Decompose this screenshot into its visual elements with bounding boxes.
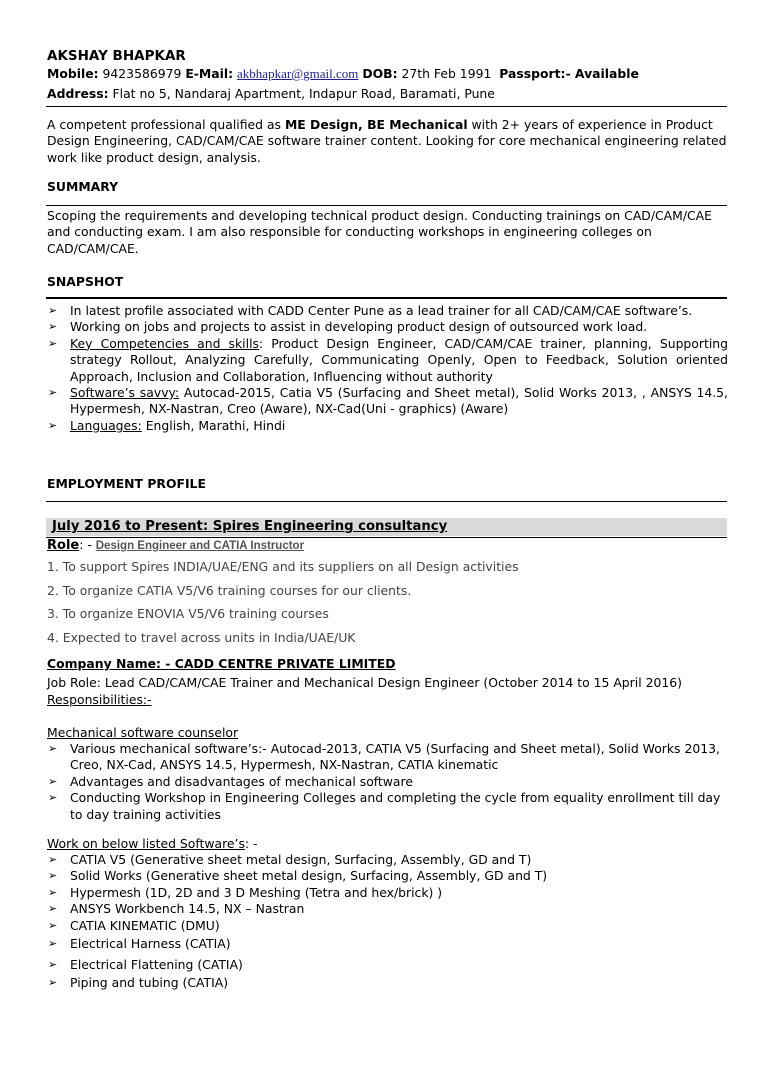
snapshot-item-text: English, Marathi, Hindi xyxy=(141,417,286,433)
role-value: Design Engineer and CATIA Instructor xyxy=(95,540,305,552)
contact-line xyxy=(47,66,728,82)
arrow-bullet-icon: ➢ xyxy=(48,918,58,932)
role-separator: : - xyxy=(79,537,96,552)
duty-2: 2. To organize CATIA V5/V6 training courses for our clients. xyxy=(47,583,412,598)
list-item xyxy=(47,957,728,973)
list-item xyxy=(47,303,728,319)
list-item xyxy=(47,774,728,790)
arrow-bullet-icon: ➢ xyxy=(48,304,58,317)
address-line xyxy=(47,86,728,102)
snapshot-heading: SNAPSHOT xyxy=(47,274,124,289)
languages-label: Languages: xyxy=(70,417,142,433)
email-link[interactable]: akbhapkar@gmail.com xyxy=(237,66,359,81)
intro-qualification: ME Design, BE Mechanical xyxy=(284,117,468,132)
snapshot-divider xyxy=(46,297,727,299)
job-role-line: Job Role: Lead CAD/CAM/CAE Trainer and Mechanical Design Engineer (October 2014 to 15 April 2016) xyxy=(47,675,682,690)
dob-value: 27th Feb 1991 xyxy=(401,66,492,81)
job1-title xyxy=(52,519,728,535)
name-text: AKSHAY BHAPKAR xyxy=(47,48,186,64)
snapshot-item-text: In latest profile associated with CADD Center Pune as a lead trainer for all CAD/CAM/CAE software’s. xyxy=(70,303,693,318)
software-item-text: Solid Works (Generative sheet metal design, Surfacing, Assembly, GD and T) xyxy=(70,868,548,884)
software-item-text: ANSYS Workbench 14.5, NX – Nastran xyxy=(70,901,305,917)
arrow-bullet-icon: ➢ xyxy=(48,853,58,866)
arrow-bullet-icon: ➢ xyxy=(48,418,58,432)
software-item-text: Hypermesh (1D, 2D and 3 D Meshing (Tetra and hex/brick) ) xyxy=(70,884,443,900)
arrow-bullet-icon: ➢ xyxy=(48,885,58,899)
responsibility-text: Conducting Workshop in Engineering Colleges and completing the cycle from equality enrollment till day to day training activities xyxy=(70,790,721,822)
mobile-label: Mobile: xyxy=(47,66,99,81)
list-item xyxy=(47,336,728,385)
software-item-text: Electrical Flattening (CATIA) xyxy=(70,957,243,973)
list-item xyxy=(47,418,728,434)
arrow-bullet-icon: ➢ xyxy=(48,902,58,916)
responsibility-list xyxy=(47,741,728,823)
arrow-bullet-icon: ➢ xyxy=(48,336,58,350)
intro-paragraph xyxy=(47,117,728,166)
intro-post: with 2+ years of experience in Product Design Engineering, CAD/CAM/CAE software trainer content. Looking for core mechanical engineering related work like product design, analysis. xyxy=(47,117,727,165)
snapshot-item-text: Working on jobs and projects to assist in developing product design of outsourced work load. xyxy=(70,319,648,335)
arrow-bullet-icon: ➢ xyxy=(48,937,58,951)
software-item-text: CATIA V5 (Generative sheet metal design, Surfacing, Assembly, GD and T) xyxy=(70,852,532,867)
responsibility-text: Various mechanical software’s:- Autocad-2013, CATIA V5 (Surfacing and Sheet metal), Solid Works 2013, Creo, NX-Cad, ANSYS 14.5, Hypermesh, NX-Nastran, CATIA kinematic xyxy=(70,741,720,773)
role-line xyxy=(47,537,728,554)
employment-heading: EMPLOYMENT PROFILE xyxy=(47,476,206,491)
job1-title-text: July 2016 to Present: Spires Engineering consultancy xyxy=(52,519,448,534)
list-item xyxy=(47,901,728,917)
role-label: Role xyxy=(47,538,80,553)
address-label: Address: xyxy=(47,86,109,101)
arrow-bullet-icon: ➢ xyxy=(48,958,58,972)
software-item-text: Piping and tubing (CATIA) xyxy=(70,974,229,990)
arrow-bullet-icon: ➢ xyxy=(48,975,58,989)
responsibility-text: Advantages and disadvantages of mechanical software xyxy=(70,773,413,789)
intro-pre: A competent professional qualified as xyxy=(47,117,285,132)
responsibilities-label: Responsibilities:- xyxy=(47,692,152,707)
software-list xyxy=(47,852,728,991)
list-item xyxy=(47,868,728,884)
list-item xyxy=(47,975,728,991)
summary-text: Scoping the requirements and developing technical product design. Conducting trainings on CAD/CAM/CAE and conducting exam. I am also responsible for conducting workshops in engineering colleges on CAD/CAM/CAE. xyxy=(47,208,712,256)
list-item xyxy=(47,319,728,335)
work-software-label: Work on below listed Software’s xyxy=(47,836,245,851)
summary-divider xyxy=(46,205,727,206)
list-item xyxy=(47,852,728,868)
work-software-sep: : - xyxy=(244,836,258,851)
software-item-text: CATIA KINEMATIC (DMU) xyxy=(70,917,220,933)
header-divider xyxy=(46,106,727,107)
snapshot-item-text: : Product Design Engineer, CAD/CAM/CAE trainer, planning, Supporting strategy Rollout, Analyzing Carefully, Communicating Openly, Open to Feedback, Solution oriented Approach, Inclusion and Collaboration, Influencing without authority xyxy=(70,335,728,384)
list-item xyxy=(47,918,728,934)
list-item xyxy=(47,936,728,952)
arrow-bullet-icon: ➢ xyxy=(48,742,58,755)
arrow-bullet-icon: ➢ xyxy=(48,791,58,805)
company2-heading xyxy=(47,656,728,672)
software-label: Software’s savvy: xyxy=(70,385,180,401)
snapshot-item-text: Autocad-2015, Catia V5 (Surfacing and Sheet metal), Solid Works 2013, , ANSYS 14.5, Hypermesh, NX-Nastran, Creo (Aware), NX-Cad(Uni - graphics) (Aware) xyxy=(70,385,728,417)
arrow-bullet-icon: ➢ xyxy=(48,869,58,883)
address-value: Flat no 5, Nandaraj Apartment, Indapur Road, Baramati, Pune xyxy=(112,86,495,101)
list-item xyxy=(47,790,728,823)
dob-label: DOB: xyxy=(362,66,398,81)
company2-text: Company Name: - CADD CENTRE PRIVATE LIMITED xyxy=(47,656,396,671)
snapshot-list xyxy=(47,303,728,434)
arrow-bullet-icon: ➢ xyxy=(48,386,58,400)
employment-divider xyxy=(46,501,727,502)
counselor-label: Mechanical software counselor xyxy=(47,725,239,740)
list-item xyxy=(47,741,728,774)
mobile-value: 9423586979 xyxy=(102,66,182,81)
duty-1: 1. To support Spires INDIA/UAE/ENG and its suppliers on all Design activities xyxy=(47,559,519,574)
competencies-label: Key Competencies and skills xyxy=(70,335,259,351)
list-item xyxy=(47,385,728,418)
software-item-text: Electrical Harness (CATIA) xyxy=(70,936,231,952)
duty-4: 4. Expected to travel across units in India/UAE/UK xyxy=(47,630,356,645)
summary-heading: SUMMARY xyxy=(47,179,119,194)
email-label: E-Mail: xyxy=(185,66,234,81)
arrow-bullet-icon: ➢ xyxy=(48,774,58,788)
arrow-bullet-icon: ➢ xyxy=(48,320,58,334)
passport-label: Passport:- Available xyxy=(499,66,639,81)
work-software-heading xyxy=(47,836,728,852)
list-item xyxy=(47,885,728,901)
duty-3: 3. To organize ENOVIA V5/V6 training courses xyxy=(47,606,329,621)
candidate-name xyxy=(47,48,728,64)
